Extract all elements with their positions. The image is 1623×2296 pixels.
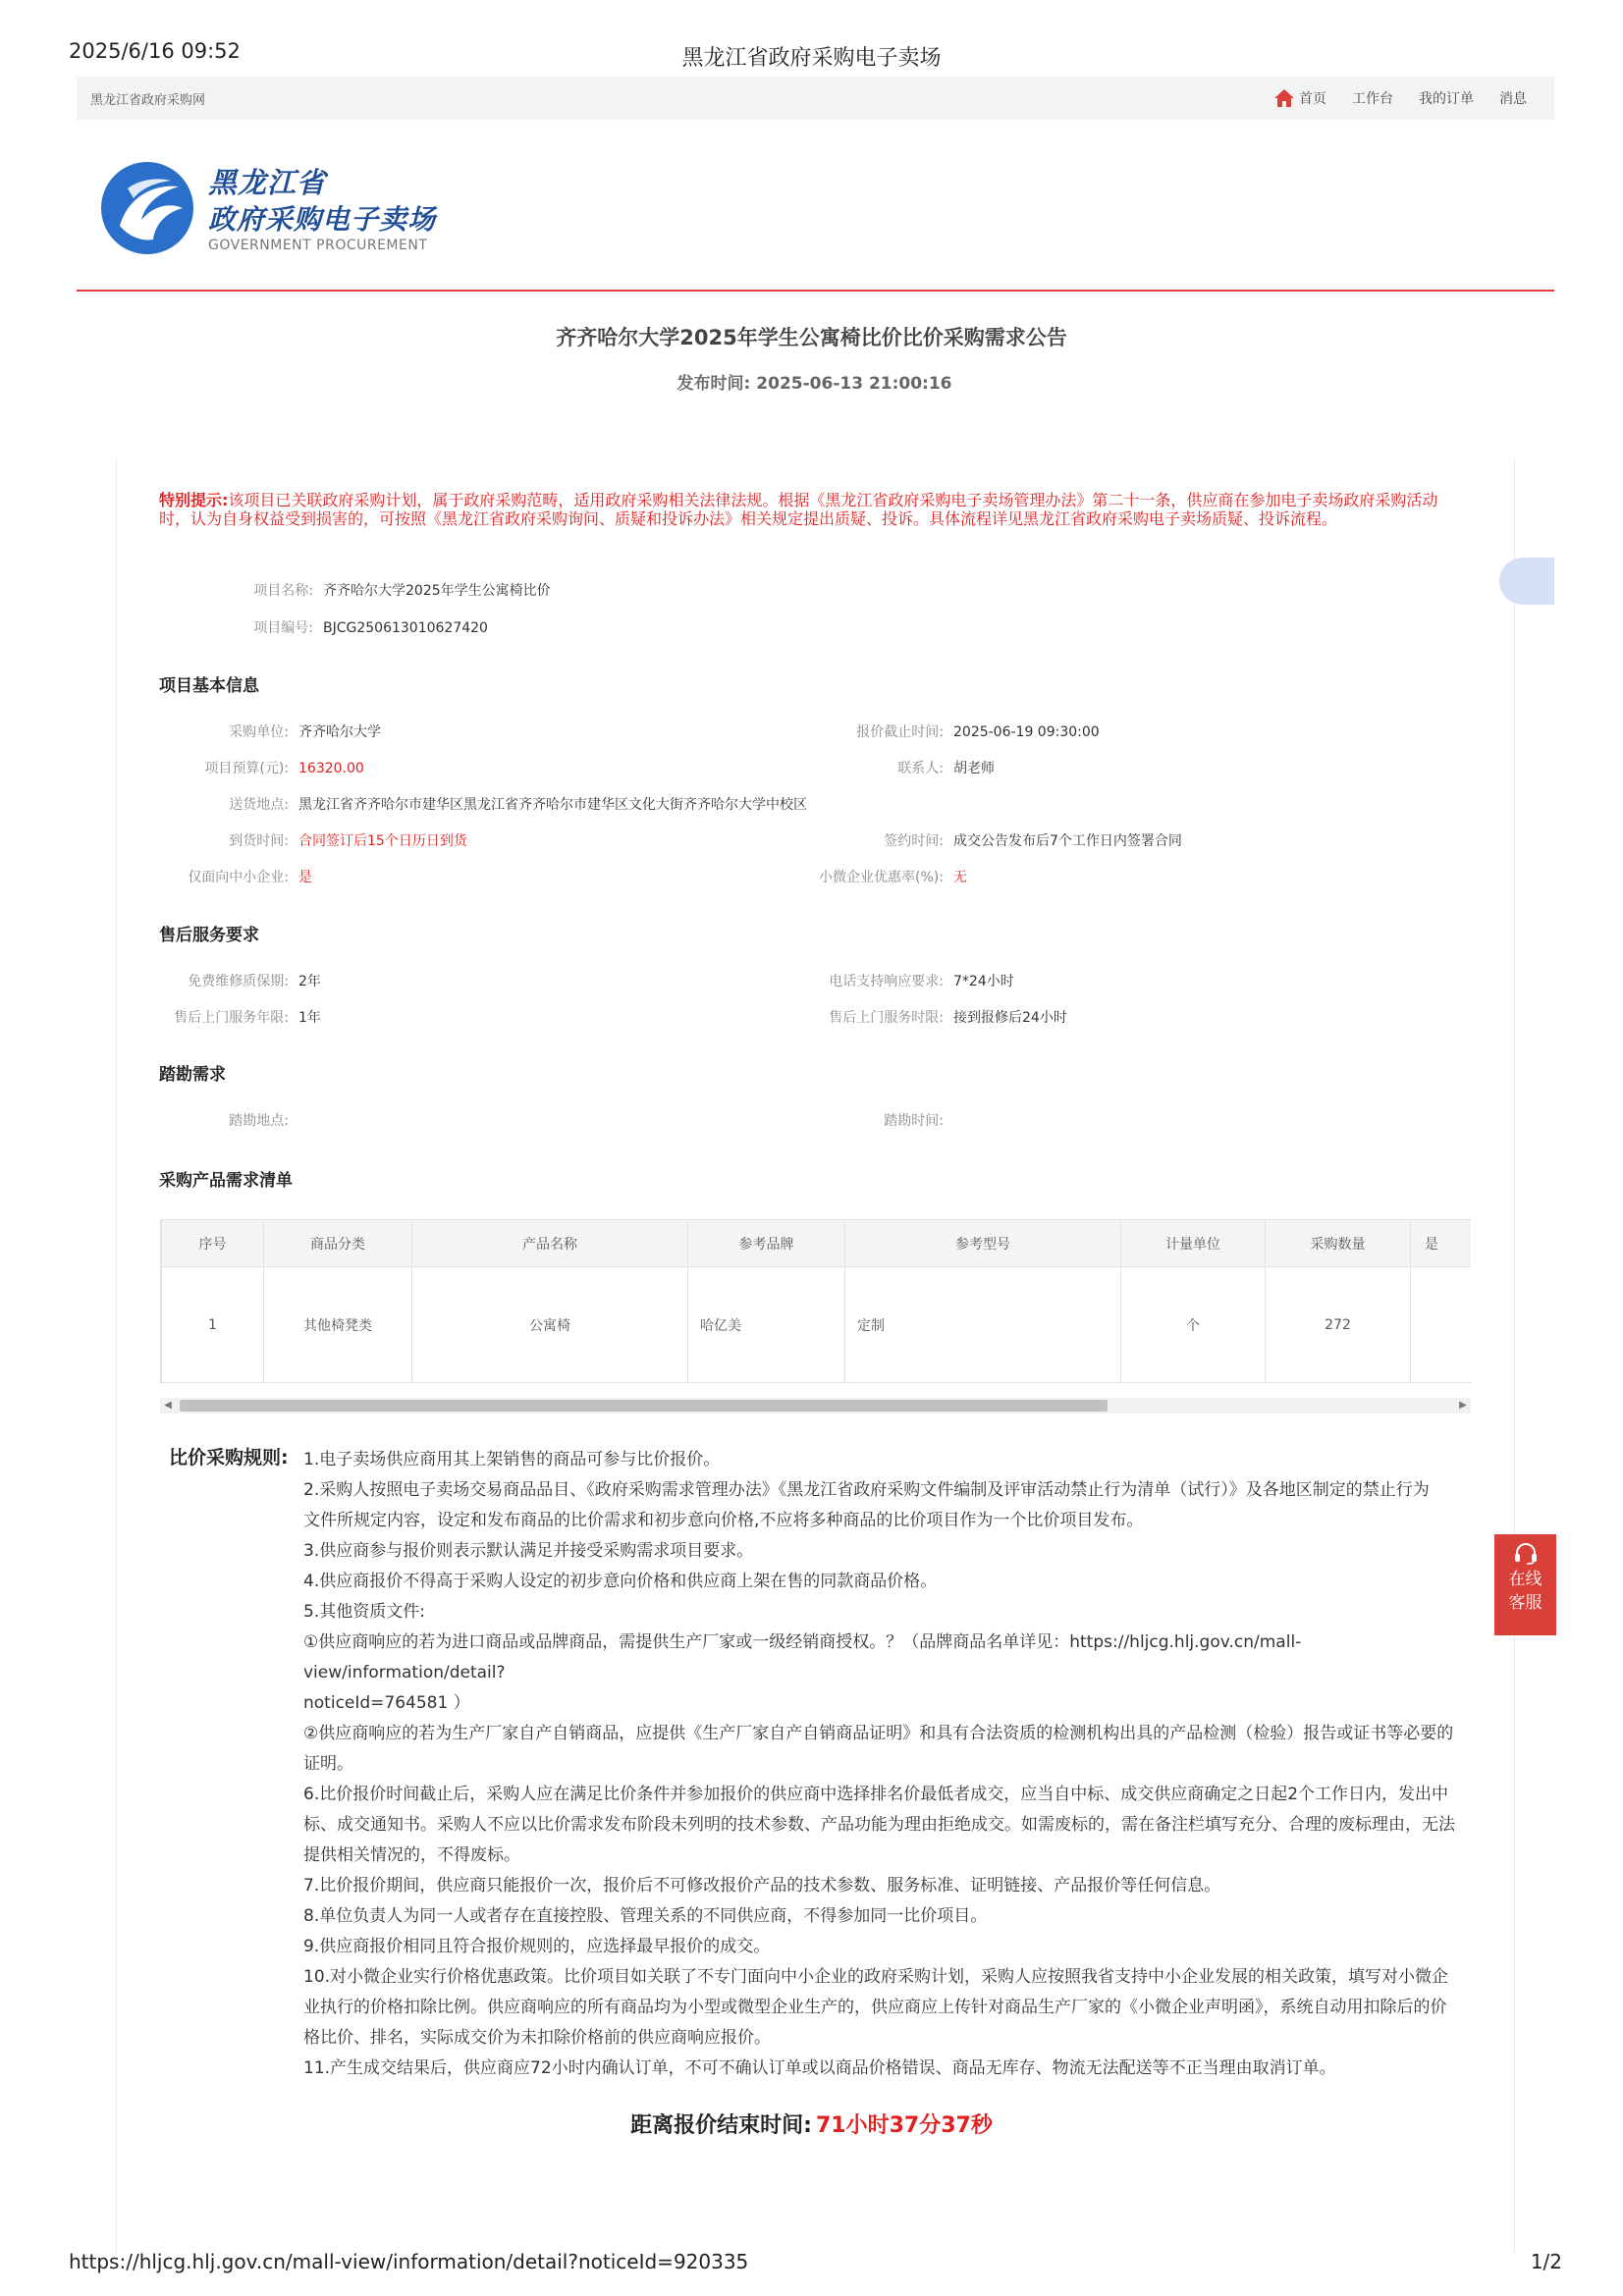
onsite-time: 售后上门服务时限: 接到报修后24小时 — [829, 1010, 1067, 1026]
publish-time-value: 2025-06-13 21:00:16 — [756, 374, 952, 394]
rule-line: 7.比价报价期间，供应商只能报价一次，报价后不可修改报价产品的技术参数、服务标准、证明链接、产品报价等任何信息。 — [303, 1876, 1221, 1896]
col-model: 参考型号 — [845, 1220, 1121, 1267]
rule-line: 8.单位负责人为同一人或者存在直接控股、管理关系的不同供应商，不得参加同一比价项目。 — [303, 1906, 988, 1926]
small-biz-discount: 小微企业优惠率(%): 无 — [819, 870, 967, 885]
col-overflow: 是 — [1411, 1220, 1472, 1267]
publish-time — [0, 369, 1623, 394]
rules-list — [303, 1445, 1474, 2084]
budget: 项目预算(元): 16320.00 — [204, 761, 364, 776]
nav-my-orders[interactable]: 我的订单 — [1419, 91, 1474, 107]
service-line2: 客服 — [1508, 1593, 1542, 1613]
notice-title: 齐齐哈尔大学2025年学生公寓椅比价比价采购需求公告 — [556, 326, 1067, 349]
nav-home-label: 首页 — [1299, 91, 1326, 107]
rule-line: 4.供应商报价不得高于采购人设定的初步意向价格和供应商上架在售的同款商品价格。 — [303, 1572, 938, 1591]
table-horizontal-scrollbar[interactable] — [160, 1398, 1471, 1414]
top-bar — [77, 77, 1554, 120]
countdown-label: 距离报价结束时间: — [630, 2113, 812, 2138]
rule-line: 6.比价报价时间截止后，采购人应在满足比价条件并参加报价的供应商中选择排名价最低者成交，应当自中标、成交供应商确定之日起2个工作日内，发出中 — [303, 1785, 1449, 1804]
col-index: 序号 — [162, 1220, 264, 1267]
section-survey: 踏勘需求 — [159, 1065, 226, 1085]
special-notice-label: 特别提示: — [159, 491, 229, 509]
delivery-address: 送货地点: 黑龙江省齐齐哈尔市建华区黑龙江省齐齐哈尔市建华区文化大街齐齐哈尔大学中校区 — [229, 797, 807, 813]
cell-brand: 哈亿美 — [688, 1267, 845, 1383]
quote-deadline: 报价截止时间: 2025-06-19 09:30:00 — [856, 724, 1100, 740]
rule-line: ①供应商响应的若为进口商品或品牌商品，需提供生产厂家或一级经销商授权。？（品牌商品名单详见：https://hljcg.hlj.gov.cn/mall-view/information/detail? — [303, 1632, 1302, 1682]
sign-time: 签约时间: 成交公告发布后7个工作日内签署合同 — [884, 833, 1182, 849]
section-basic-info: 项目基本信息 — [159, 676, 259, 696]
logo-line1: 黑龙江省 — [208, 166, 327, 199]
rule-line: 9.供应商报价相同且符合报价规则的，应选择最早报价的成交。 — [303, 1937, 771, 1956]
print-datetime: 2025/6/16 09:52 — [69, 39, 241, 63]
rules-heading: 比价采购规则: — [169, 1447, 289, 1468]
cell-overflow — [1411, 1267, 1472, 1383]
logo-line3: GOVERNMENT PROCUREMENT — [208, 238, 428, 253]
buyer: 采购单位: 齐齐哈尔大学 — [229, 724, 381, 740]
special-notice — [159, 491, 1467, 528]
logo-line2: 政府采购电子卖场 — [208, 203, 437, 236]
nav-workbench[interactable]: 工作台 — [1352, 91, 1393, 107]
print-title: 黑龙江省政府采购电子卖场 — [681, 46, 942, 71]
section-aftersale: 售后服务要求 — [159, 926, 259, 945]
delivery-time: 到货时间: 合同签订后15个日历日到货 — [229, 833, 467, 849]
col-brand: 参考品牌 — [688, 1220, 845, 1267]
scroll-left-icon[interactable]: ◀ — [164, 1400, 172, 1411]
onsite-years: 售后上门服务年限: 1年 — [174, 1010, 321, 1026]
rule-line: 证明。 — [303, 1754, 353, 1774]
cell-unit: 个 — [1121, 1267, 1266, 1383]
rule-line: 业执行的价格扣除比例。供应商响应的所有商品均为小型或微型企业生产的，供应商应上传针对商品生产厂家的《小微企业声明函》，系统自动用扣除后的价 — [303, 1998, 1447, 2017]
col-unit: 计量单位 — [1121, 1220, 1266, 1267]
rule-line: 标、成交通知书。采购人不应以比价需求发布阶段未列明的技术参数、产品功能为理由拒绝成交。如需废标的，需在备注栏填写充分、合理的废标理由，无法 — [303, 1815, 1455, 1835]
rule-line: 10.对小微企业实行价格优惠政策。比价项目如关联了不专门面向中小企业的政府采购计划，采购人应按照我省支持中小企业发展的相关政策，填写对小微企 — [303, 1967, 1449, 1987]
cell-model: 定制 — [845, 1267, 1121, 1383]
rule-line: 2.采购人按照电子卖场交易商品品目、《政府采购需求管理办法》《黑龙江省政府采购文件编制及评审活动禁止行为清单（试行）》及各地区制定的禁止行为 — [303, 1480, 1430, 1500]
rule-line: 文件所规定内容，设定和发布商品的比价需求和初步意向价格,不应将多种商品的比价项目作为一个比价项目发布。 — [303, 1511, 1144, 1530]
sme-only: 仅面向中小企业: 是 — [188, 870, 312, 885]
rule-line: 3.供应商参与报价则表示默认满足并接受采购需求项目要求。 — [303, 1541, 754, 1561]
special-notice-text: 该项目已关联政府采购计划，属于政府采购范畴，适用政府采购相关法律法规。根据《黑龙江省政府采购电子卖场管理办法》第二十一条，供应商在参加电子卖场政府采购活动时，认为自身权益受到损害的，可按照《黑龙江省政府采购询问、质疑和投诉办法》相关规定提出质疑、投诉。具体流程详见黑龙江省政府采购电子卖场质疑、投诉流程。 — [159, 491, 1438, 528]
scrollbar-thumb[interactable] — [180, 1400, 1108, 1412]
product-table — [161, 1219, 1471, 1383]
cell-quantity: 272 — [1266, 1267, 1411, 1383]
contact: 联系人: 胡老师 — [897, 761, 995, 776]
headset-icon — [1513, 1542, 1539, 1566]
cell-product-name: 公寓椅 — [412, 1267, 688, 1383]
quote-countdown — [0, 2109, 1623, 2139]
nav-messages[interactable]: 消息 — [1499, 91, 1527, 107]
cell-index: 1 — [162, 1267, 264, 1383]
project-code: 项目编号: BJCG250613010627420 — [253, 620, 488, 636]
logo-emblem-icon — [98, 159, 196, 257]
print-footer-url: https://hljcg.hlj.gov.cn/mall-view/information/detail?noticeId=920335 — [69, 2250, 749, 2273]
top-nav — [1248, 88, 1527, 108]
col-product-name: 产品名称 — [412, 1220, 688, 1267]
rule-line: 提供相关情况的，不得废标。 — [303, 1845, 520, 1865]
cell-category: 其他椅凳类 — [264, 1267, 412, 1383]
rule-line: noticeId=764581 ） — [303, 1693, 470, 1713]
service-line1: 在线 — [1508, 1570, 1542, 1589]
side-tab-handle[interactable] — [1499, 558, 1554, 605]
rule-line: 1.电子卖场供应商用其上架销售的商品可参与比价报价。 — [303, 1450, 721, 1469]
rule-line: 11.产生成交结果后，供应商应72小时内确认订单，不可不确认订单或以商品价格错误、商品无库存、物流无法配送等不正当理由取消订单。 — [303, 2058, 1336, 2078]
table-row — [162, 1267, 1472, 1383]
print-footer-page: 1/2 — [1530, 2250, 1562, 2273]
home-icon — [1273, 88, 1295, 108]
phone-support: 电话支持响应要求: 7*24小时 — [829, 974, 1014, 989]
col-category: 商品分类 — [264, 1220, 412, 1267]
section-products: 采购产品需求清单 — [159, 1171, 293, 1191]
nav-home[interactable] — [1273, 88, 1326, 108]
rule-line: ②供应商响应的若为生产厂家自产自销商品，应提供《生产厂家自产自销商品证明》和具有合法资质的检测机构出具的产品检测（检验）报告或证书等必要的 — [303, 1724, 1454, 1743]
countdown-time: 71小时37分37秒 — [815, 2113, 993, 2138]
publish-time-label: 发布时间: — [676, 374, 751, 394]
product-table-wrapper — [160, 1219, 1471, 1384]
rule-line: 5.其他资质文件: — [303, 1602, 425, 1622]
site-logo[interactable] — [98, 159, 452, 257]
header-divider — [77, 290, 1554, 292]
project-name: 项目名称: 齐齐哈尔大学2025年学生公寓椅比价 — [253, 583, 551, 599]
warranty: 免费维修质保期: 2年 — [188, 974, 321, 989]
scroll-right-icon[interactable]: ▶ — [1459, 1400, 1467, 1411]
online-service-button[interactable] — [1494, 1534, 1556, 1635]
site-name[interactable]: 黑龙江省政府采购网 — [90, 93, 206, 108]
col-quantity: 采购数量 — [1266, 1220, 1411, 1267]
rule-line: 格比价、排名，实际成交价为未扣除价格前的供应商响应报价。 — [303, 2028, 771, 2048]
table-header-row — [162, 1220, 1472, 1267]
